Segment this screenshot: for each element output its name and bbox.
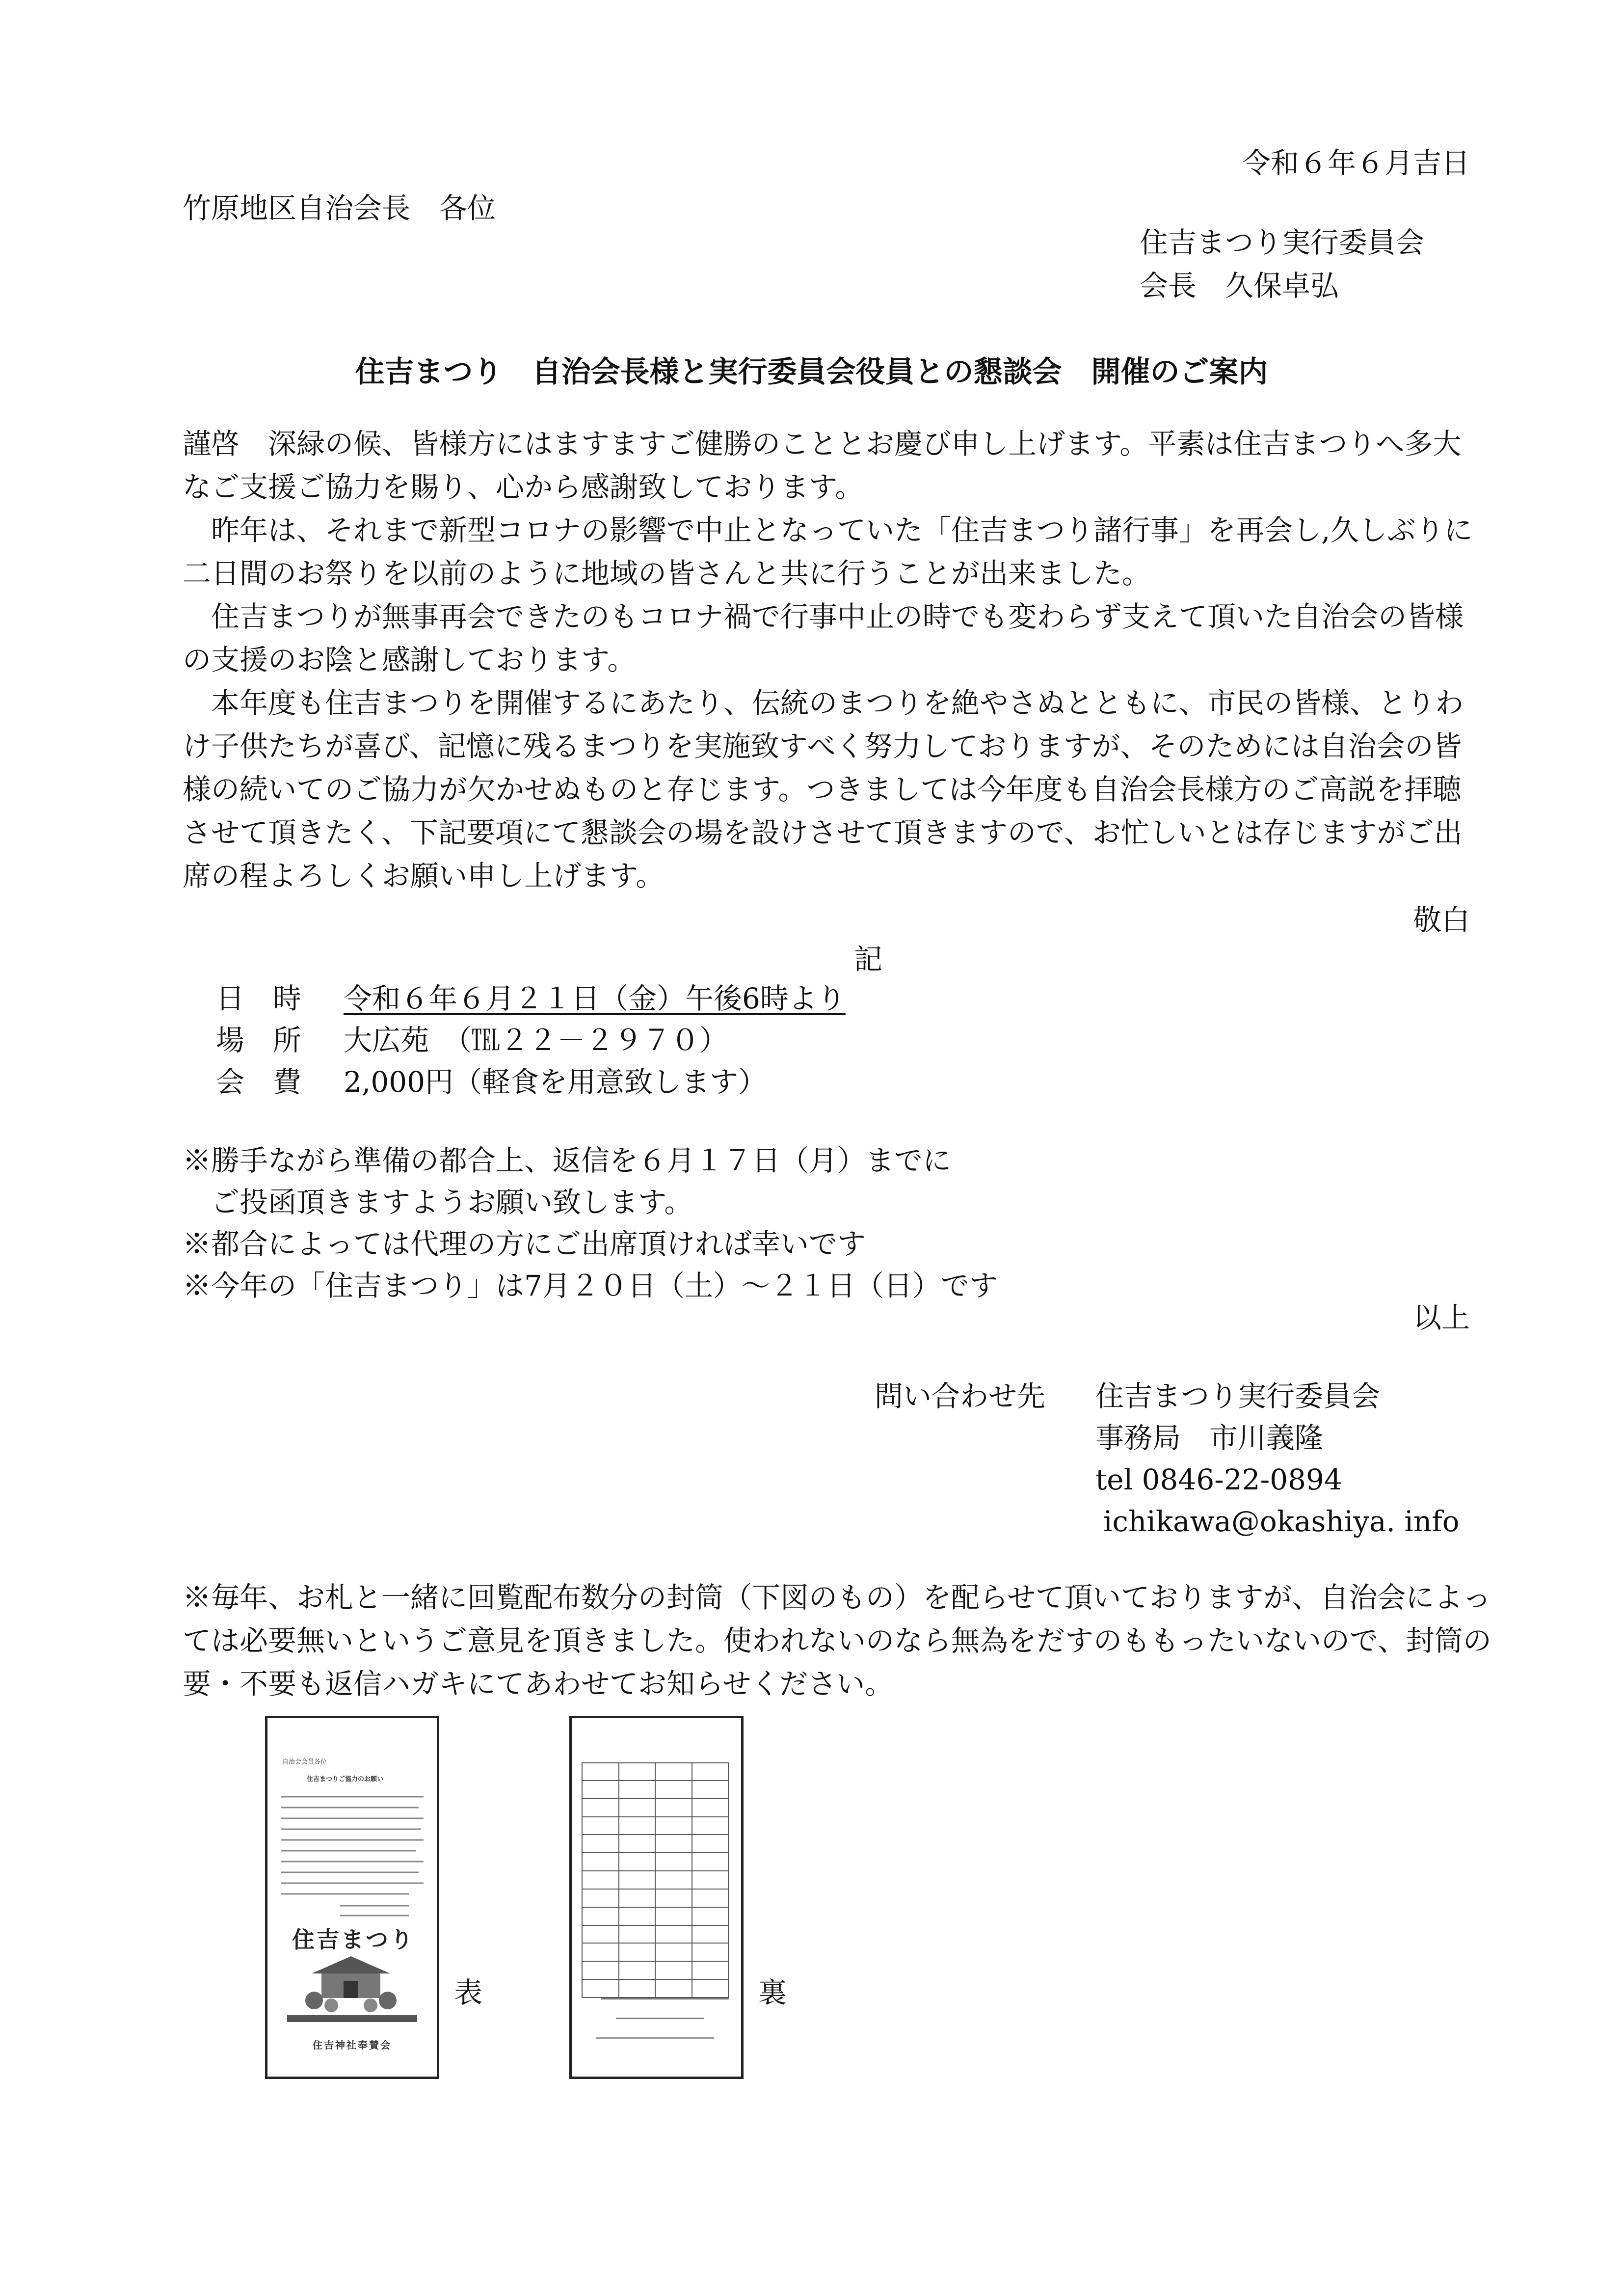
envelope-back-table (582, 1762, 729, 1998)
detail-place-label: 場 所 (216, 1024, 302, 1057)
paragraph-request: 本年度も住吉まつりを開催するにあたり、伝統のまつりを絶やさぬとともに、市民の皆様、とりわけ子供たちが喜び、記憶に残るまつりを実施致すべく努力しておりますが、そのためには自治会の皆様の続いてのご協力が欠かせぬものと存じます。つきましては今年度も自治会長様方のご高説を拝聴させて頂きたく、下記要項にて懇談会の場を設けさせて頂きますので、お忙しいとは存じますがご出席の程よろしくお願い申し上げます。 (183, 686, 1464, 892)
envelope-back-sum-line (616, 2018, 704, 2019)
sender-name: 会長 久保卓弘 (1140, 269, 1339, 302)
envelope-back-total-line (601, 1998, 729, 1999)
document-date: 令和６年６月吉日 (1242, 146, 1470, 180)
detail-fee-value: 2,000円（軽食を用意致します） (344, 1065, 767, 1099)
paragraph-last-year: 昨年は、それまで新型コロナの影響で中止となっていた「住吉まつり諸行事」を再会し,久しぶりに二日間のお祭りを以前のように地域の皆さんと共に行うことが出来ました。 (183, 513, 1473, 590)
envelope-front-header: 自治会会員各位 (282, 1758, 327, 1766)
envelope-back-footer-line (596, 2037, 714, 2039)
document-title: 住吉まつり 自治会長様と実行委員会役員との懇談会 開催のご案内 (355, 355, 1268, 389)
contact-label: 問い合わせ先 (875, 1379, 1046, 1413)
envelope-front-slogan-bar (287, 2015, 417, 2022)
detail-datetime-label: 日 時 (216, 982, 302, 1015)
envelope-front-heading: 住吉まつりご協力のお願い (307, 1776, 384, 1783)
closing-keihaku: 敬白 (1412, 903, 1470, 937)
shrine-illustration (302, 1954, 400, 2015)
envelope-front-small-text (281, 1792, 424, 1919)
contact-tel: tel 0846-22-0894 (1095, 1463, 1342, 1496)
envelope-front-footer: 住吉神社奉賛会 (313, 2039, 392, 2051)
envelope-front (265, 1716, 439, 2079)
front-label: 表 (454, 1976, 483, 2009)
shrine-icon (302, 1954, 400, 2013)
recipient: 竹原地区自治会長 各位 (183, 191, 496, 225)
paragraph-thanks: 住吉まつりが無事再会できたのもコロナ禍で行事中止の時でも変わらず支えて頂いた自治会の皆様の支援のお陰と感謝しております。 (183, 600, 1464, 676)
small-text-lines (281, 1792, 424, 1919)
sender-org: 住吉まつり実行委員会 (1140, 226, 1425, 259)
note-festival-dates: ※今年の「住吉まつり」は7月２０日（土）～２１日（日）です (183, 1269, 998, 1302)
note-reply-deadline: ※勝手ながら準備の都合上、返信を６月１７日（月）までに (183, 1144, 952, 1177)
envelope-note: ※毎年、お札と一緒に回覧配布数分の封筒（下図のもの）を配らせて頂いておりますが、自治会によっては必要無いというご意見を頂きました。使われないのなら無為をだすのももったいないので、封筒の要・不要も返信ハガキにてあわせてお知らせください。 (183, 1581, 1491, 1701)
envelope-front-festival: 住吉まつり (292, 1926, 415, 1953)
envelope-back (569, 1716, 744, 2079)
note-reply-deadline-cont: ご投函頂きますようお願い致します。 (183, 1186, 693, 1219)
back-label: 裏 (758, 1976, 787, 2009)
paragraph-greeting: 謹啓 深緑の候、皆様方にはますますご健勝のこととお慶び申し上げます。平素は住吉まつりへ多大なご支援ご協力を賜り、心から感謝致しております。 (183, 427, 1462, 504)
ijo: 以上 (1412, 1301, 1470, 1334)
detail-place-value: 大広苑 （℡２２－２９７０） (344, 1024, 728, 1057)
contact-email: ichikawa@okashiya. info (1103, 1505, 1460, 1538)
note-proxy: ※都合によっては代理の方にご出席頂ければ幸いです (183, 1227, 866, 1261)
detail-fee-label: 会 費 (216, 1065, 302, 1099)
contact-office: 事務局 市川義隆 (1095, 1421, 1324, 1455)
ki-heading: 記 (854, 943, 883, 976)
contact-org: 住吉まつり実行委員会 (1095, 1379, 1381, 1413)
detail-datetime-value: 令和６年６月２１日（金）午後6時より (344, 982, 846, 1015)
